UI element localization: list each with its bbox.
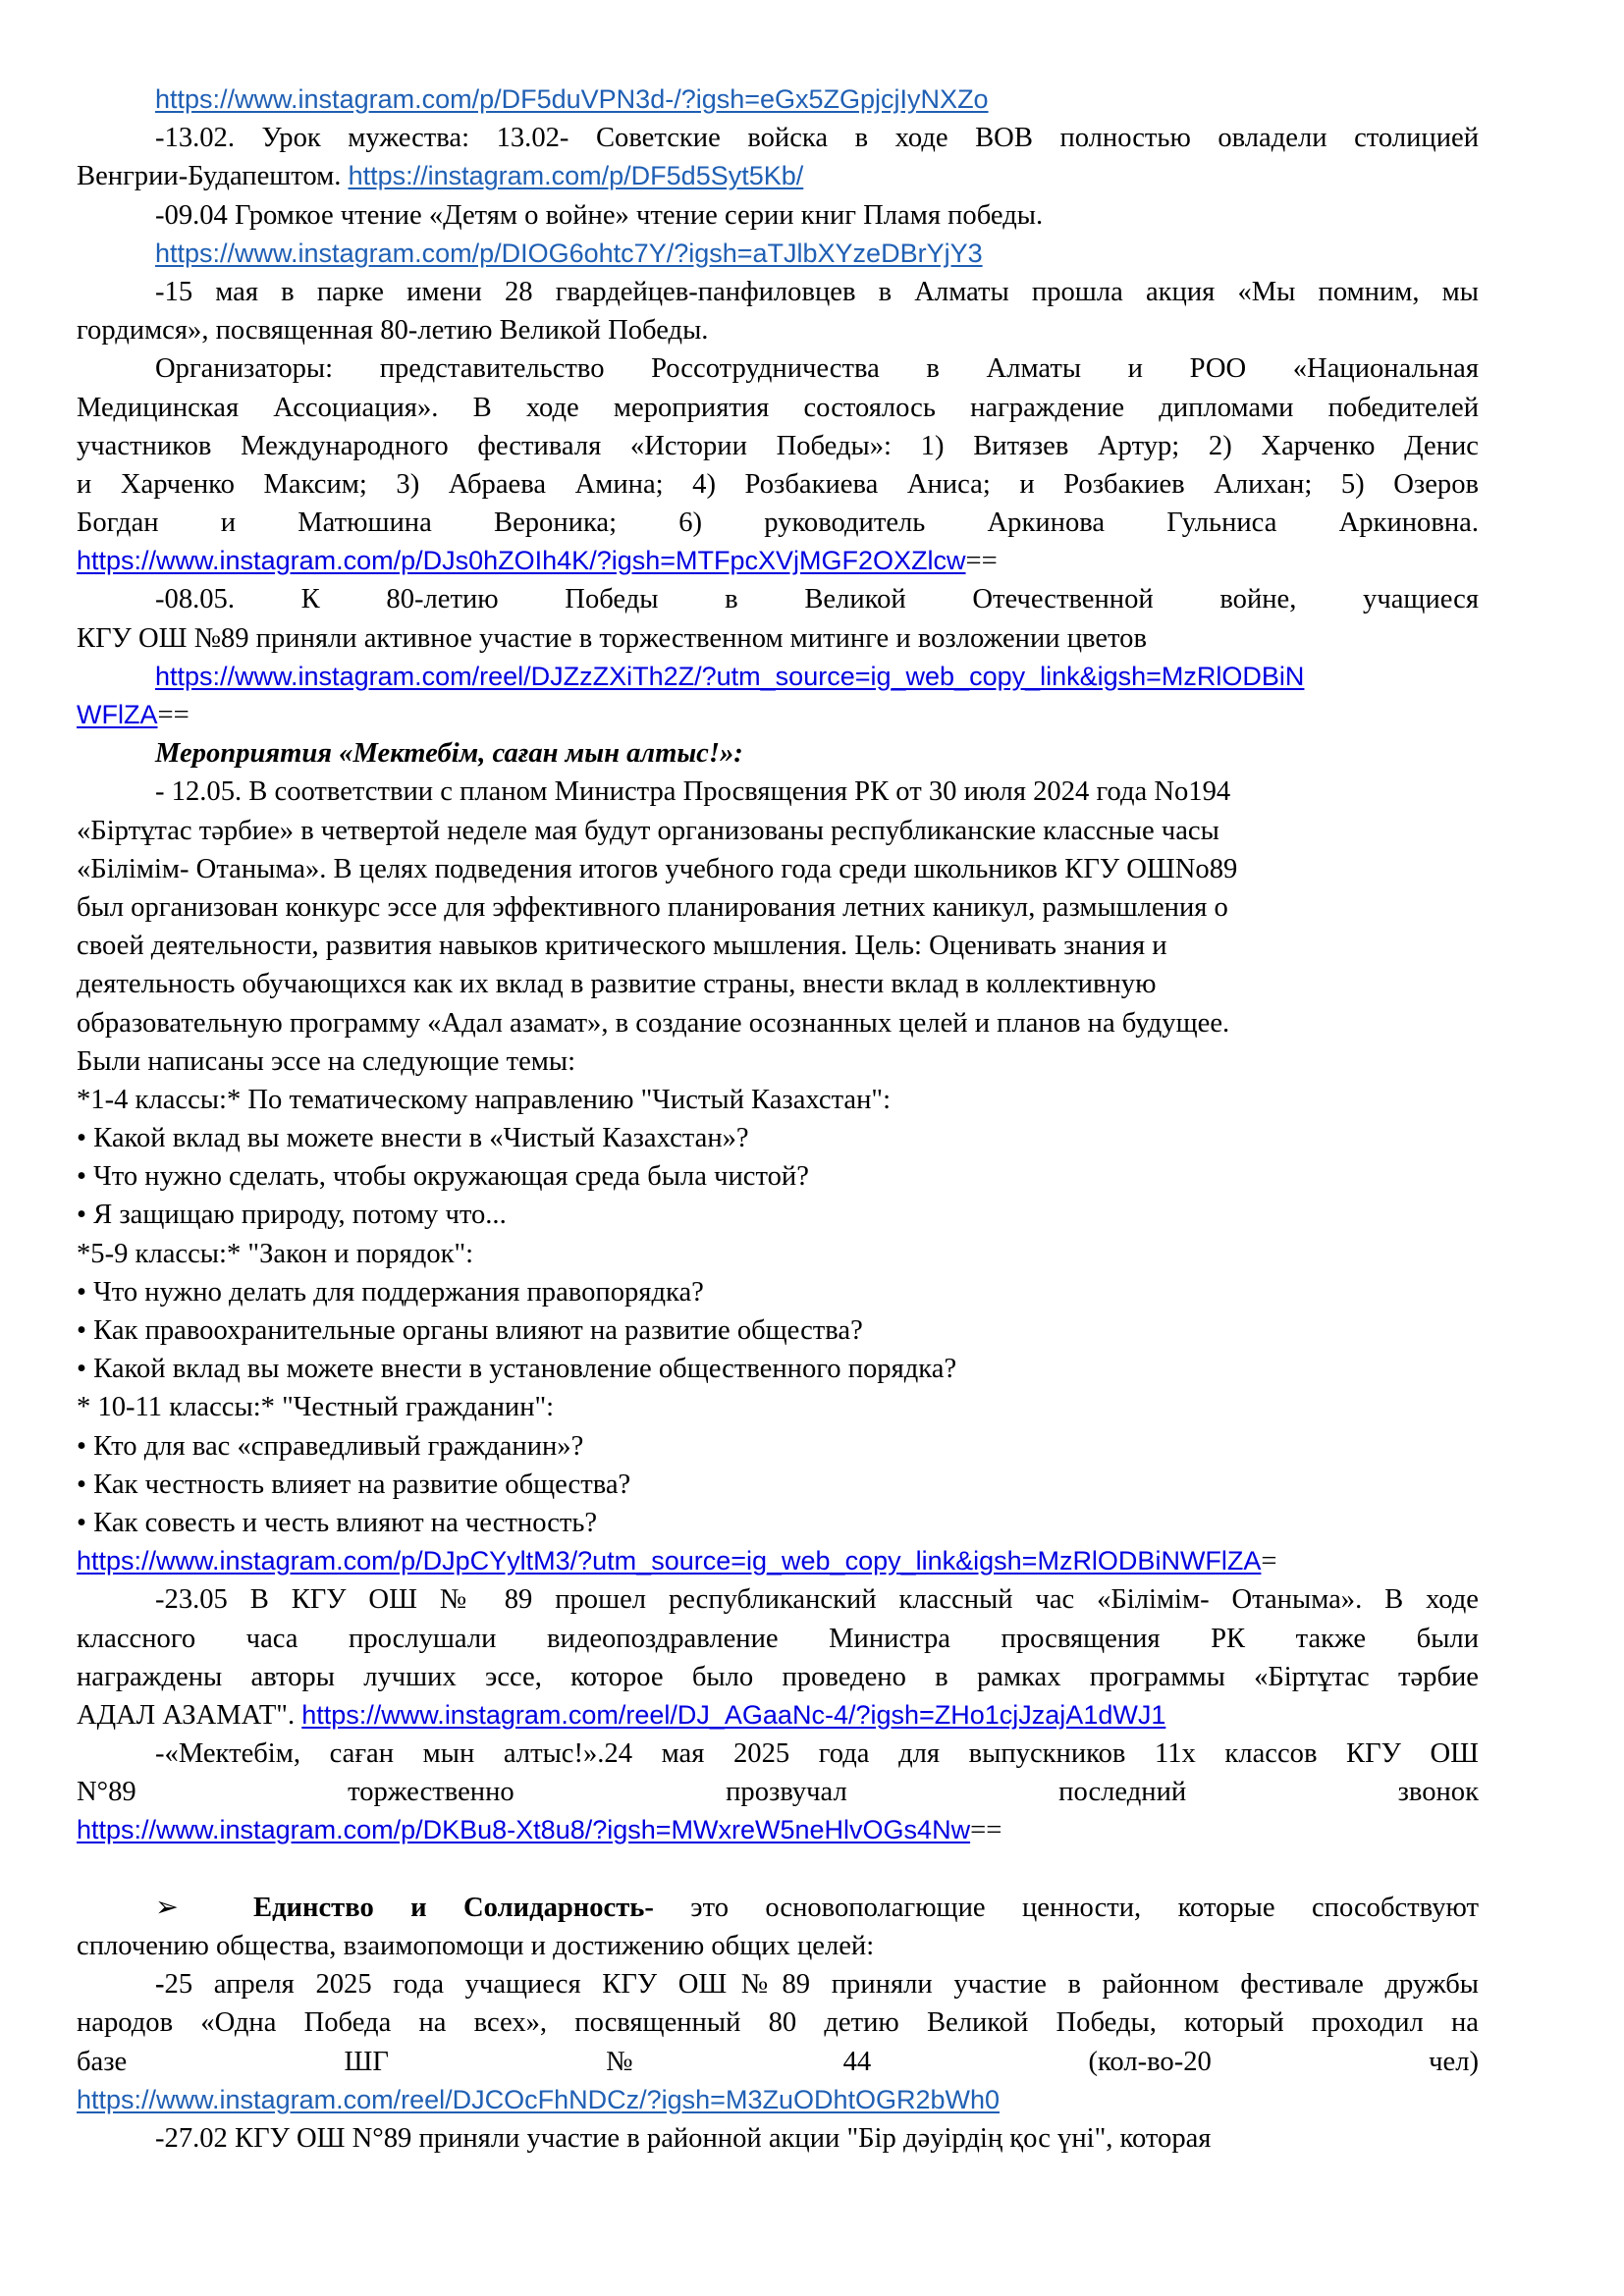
instagram-link[interactable]: https://www.instagram.com/p/DJpCYyltM3/?utm_source=ig_web_copy_link&igsh=MzRlODBiNWFlZA — [77, 1546, 1262, 1576]
text-line — [77, 80, 1479, 119]
text-run: сплочению общества, взаимопомощи и достижению общих целей: — [77, 1931, 875, 1961]
instagram-link[interactable]: https://www.instagram.com/p/DF5duVPN3d-/?igsh=eGx5ZGpjcjIyNXZo — [155, 84, 989, 114]
text-run: • Кто для вас «справедливый гражданин»? — [77, 1430, 584, 1462]
text-run: Богдан и Матюшина Вероника; 6) руководитель Аркинова Гульниса Аркиновна. — [77, 507, 1479, 539]
text-run: «Білімім- Отаныма». В целях подведения итогов учебного года среди школьников КГУ ОШNo89 — [77, 853, 1238, 884]
text-run: N°89 торжественно прозвучал последний звонок — [77, 1777, 1479, 1808]
text-line — [77, 812, 1479, 850]
instagram-link[interactable]: https://instagram.com/p/DF5d5Syt5Kb/ — [348, 161, 804, 191]
text-run: == — [157, 700, 189, 730]
text-line — [77, 658, 1479, 696]
text-run: АДАЛ АЗАМАТ". — [77, 1699, 302, 1731]
text-run: Были написаны эссе на следующие темы: — [77, 1045, 576, 1077]
text-line — [77, 1427, 1479, 1466]
text-line — [77, 1311, 1479, 1350]
text-line — [77, 1889, 1479, 1927]
bold-heading: Единство и Солидарность- — [253, 1892, 654, 1923]
text-line — [77, 2043, 1479, 2081]
text-run: * 10-11 классы:* "Честный гражданин": — [77, 1392, 555, 1423]
text-line — [77, 2003, 1479, 2042]
section-heading: Мероприятия «Мектебім, саған мын алтыс!»: — [155, 738, 743, 770]
text-run: награждены авторы лучших эссе, которое было проведено в рамках программы «Біртұтас тәрбие — [77, 1661, 1479, 1692]
text-line — [77, 1658, 1479, 1696]
text-run: • Как совесть и честь влияют на честность? — [77, 1507, 598, 1538]
text-run: *5-9 классы:* "Закон и порядок": — [77, 1238, 474, 1269]
text-run: был организован конкурс эссе для эффективного планирования летних каникул, размышления о — [77, 891, 1228, 923]
text-run: деятельность обучающихся как их вклад в развитие страны, внести вклад в коллективную — [77, 969, 1157, 1000]
text-line — [77, 1196, 1479, 1234]
instagram-link[interactable]: https://www.instagram.com/reel/DJZzZXiTh2Z/?utm_source=ig_web_copy_link&igsh=MzRlODBiN — [155, 661, 1305, 691]
text-line — [77, 389, 1479, 427]
text-run: гордимся», посвященная 80-летию Великой Победы. — [77, 315, 709, 347]
text-run: народов «Одна Победа на всех», посвященный 80 детию Великой Победы, который проходил на — [77, 2007, 1479, 2039]
text-line — [77, 1735, 1479, 1773]
text-line — [77, 696, 1479, 734]
bold-heading: - — [155, 1969, 165, 2001]
text-line — [77, 1927, 1479, 1965]
text-run: - 12.05. В соответствии с планом Министра Просвящения РК от 30 июля 2024 года No194 — [155, 776, 1231, 808]
text-run: -15 мая в парке имени 28 гвардейцев-панфиловцев в Алматы прошла акция «Мы помним, мы — [155, 276, 1479, 307]
text-run: классного часа прослушали видеопоздравление Министра просвящения РК также были — [77, 1623, 1479, 1654]
text-run: Медицинская Ассоциация». В ходе мероприятия состоялось награждение дипломами победителей — [77, 392, 1479, 423]
text-run: • Как честность влияет на развитие общества? — [77, 1468, 631, 1500]
text-line — [77, 119, 1479, 157]
text-run: • Я защищаю природу, потому что... — [77, 1200, 507, 1231]
text-line — [77, 196, 1479, 235]
text-line — [77, 850, 1479, 888]
text-line — [77, 2119, 1479, 2158]
text-run: • Как правоохранительные органы влияют на развитие общества? — [77, 1315, 863, 1346]
text-run: • Какой вклад вы можете внести в «Чистый Казахстан»? — [77, 1123, 749, 1154]
text-line — [77, 1620, 1479, 1658]
text-line — [77, 1696, 1479, 1735]
text-line — [77, 1042, 1479, 1081]
text-line — [77, 1504, 1479, 1542]
text-line — [77, 1157, 1479, 1196]
text-line — [77, 2081, 1479, 2119]
text-line — [77, 504, 1479, 542]
text-line — [77, 465, 1479, 504]
text-run: «Біртұтас тәрбие» в четвертой неделе мая будут организованы республиканские классные часы — [77, 815, 1219, 846]
text-line — [77, 1773, 1479, 1811]
instagram-link[interactable]: WFlZA — [77, 700, 158, 729]
text-line — [77, 157, 1479, 195]
text-line — [77, 965, 1479, 1003]
text-line — [77, 734, 1479, 773]
text-run: образовательную программу «Адал азамат», в создание осознанных целей и планов на будущее. — [77, 1007, 1230, 1039]
instagram-link[interactable]: https://www.instagram.com/p/DJs0hZOIh4K/?igsh=MTFpcXVjMGF2OXZlcw — [77, 546, 966, 576]
text-line — [77, 1388, 1479, 1426]
text-run: • Что нужно делать для поддержания правопорядка? — [77, 1276, 704, 1308]
text-line — [77, 1350, 1479, 1388]
text-line — [77, 580, 1479, 618]
text-run: участников Международного фестиваля «Истории Победы»: 1) Витязев Артур; 2) Харченко Денис — [77, 430, 1479, 461]
text-line — [77, 1542, 1479, 1580]
text-run: и Харченко Максим; 3) Абраева Амина; 4) Розбакиева Аниса; и Розбакиев Алихан; 5) Озеров — [77, 468, 1479, 500]
instagram-link[interactable]: https://www.instagram.com/p/DKBu8-Xt8u8/?igsh=MWxreW5neHlvOGs4Nw — [77, 1815, 971, 1845]
text-line — [77, 349, 1479, 388]
instagram-link[interactable]: https://www.instagram.com/reel/DJCOcFhNDCz/?igsh=M3ZuODhtOGR2bWh0 — [77, 2084, 1001, 2114]
instagram-link[interactable]: https://www.instagram.com/reel/DJ_AGaaNc-4/?igsh=ZHo1cjJzajA1dWJ1 — [301, 1699, 1166, 1730]
text-line — [77, 1081, 1479, 1119]
text-line — [77, 273, 1479, 311]
text-line — [77, 1004, 1479, 1042]
text-line — [77, 311, 1479, 349]
text-run: своей деятельности, развития навыков критического мышления. Цель: Оценивать знания и — [77, 931, 1167, 962]
arrow-bullet-icon: ➢ — [155, 1892, 179, 1923]
text-line — [77, 1119, 1479, 1157]
text-line — [77, 773, 1479, 811]
text-line — [77, 235, 1479, 273]
text-run: -08.05. К 80-летию Победы в Великой Отечественной войне, учащиеся — [155, 584, 1479, 615]
text-run: -13.02. Урок мужества: 13.02- Советские войска в ходе ВОВ полностью овладели столицией — [155, 123, 1479, 154]
text-line — [77, 888, 1479, 927]
text-line — [77, 1965, 1479, 2003]
text-line — [77, 1466, 1479, 1504]
text-run: -«Мектебім, саған мын алтыс!».24 мая 2025 года для выпускников 11х классов КГУ ОШ — [155, 1738, 1479, 1770]
text-run: базе ШГ №44 (кол-во-20 чел) — [77, 2046, 1479, 2077]
text-run: КГУ ОШ №89 приняли активное участие в торжественном митинге и возложении цветов — [77, 622, 1147, 654]
text-run: *1-4 классы:* По тематическому направлению "Чистый Казахстан": — [77, 1084, 892, 1115]
text-run: = — [1261, 1546, 1277, 1577]
text-line — [77, 1235, 1479, 1273]
text-run: -27.02 КГУ ОШ N°89 приняли участие в районной акции "Бір дәуірдің қос үні", которая — [155, 2122, 1212, 2154]
blank-line — [77, 1850, 1479, 1889]
text-run: это основополагющие ценности, которые способствуют — [653, 1892, 1479, 1923]
text-line — [77, 542, 1479, 580]
text-line — [77, 1273, 1479, 1311]
text-run: == — [965, 546, 998, 577]
text-run: • Что нужно сделать, чтобы окружающая среда была чистой? — [77, 1161, 809, 1193]
document-page — [77, 80, 1479, 2158]
text-run: == — [970, 1815, 1002, 1846]
text-line — [77, 927, 1479, 965]
text-line — [77, 427, 1479, 465]
instagram-link[interactable]: https://www.instagram.com/p/DIOG6ohtc7Y/?igsh=aTJlbXYzeDBrYjY3 — [155, 238, 983, 268]
text-line — [77, 1811, 1479, 1849]
text-line — [77, 1580, 1479, 1619]
text-run: Организаторы: представительство Россотрудничества в Алматы и РОО «Национальная — [155, 353, 1479, 385]
text-run: • Какой вклад вы можете внести в установление общественного порядка? — [77, 1354, 957, 1385]
text-run: -23.05 В КГУ ОШ № 89 прошел республиканский классный час «Білімім- Отаныма». В ходе — [155, 1584, 1479, 1616]
text-run: -09.04 Громкое чтение «Детям о войне» чтение серии книг Пламя победы. — [155, 199, 1044, 231]
text-line — [77, 619, 1479, 658]
text-run: Венгрии-Будапештом. — [77, 161, 349, 192]
text-run: 25 апреля 2025 года учащиеся КГУ ОШ№89 приняли участие в районном фестивале дружбы — [164, 1969, 1479, 2001]
